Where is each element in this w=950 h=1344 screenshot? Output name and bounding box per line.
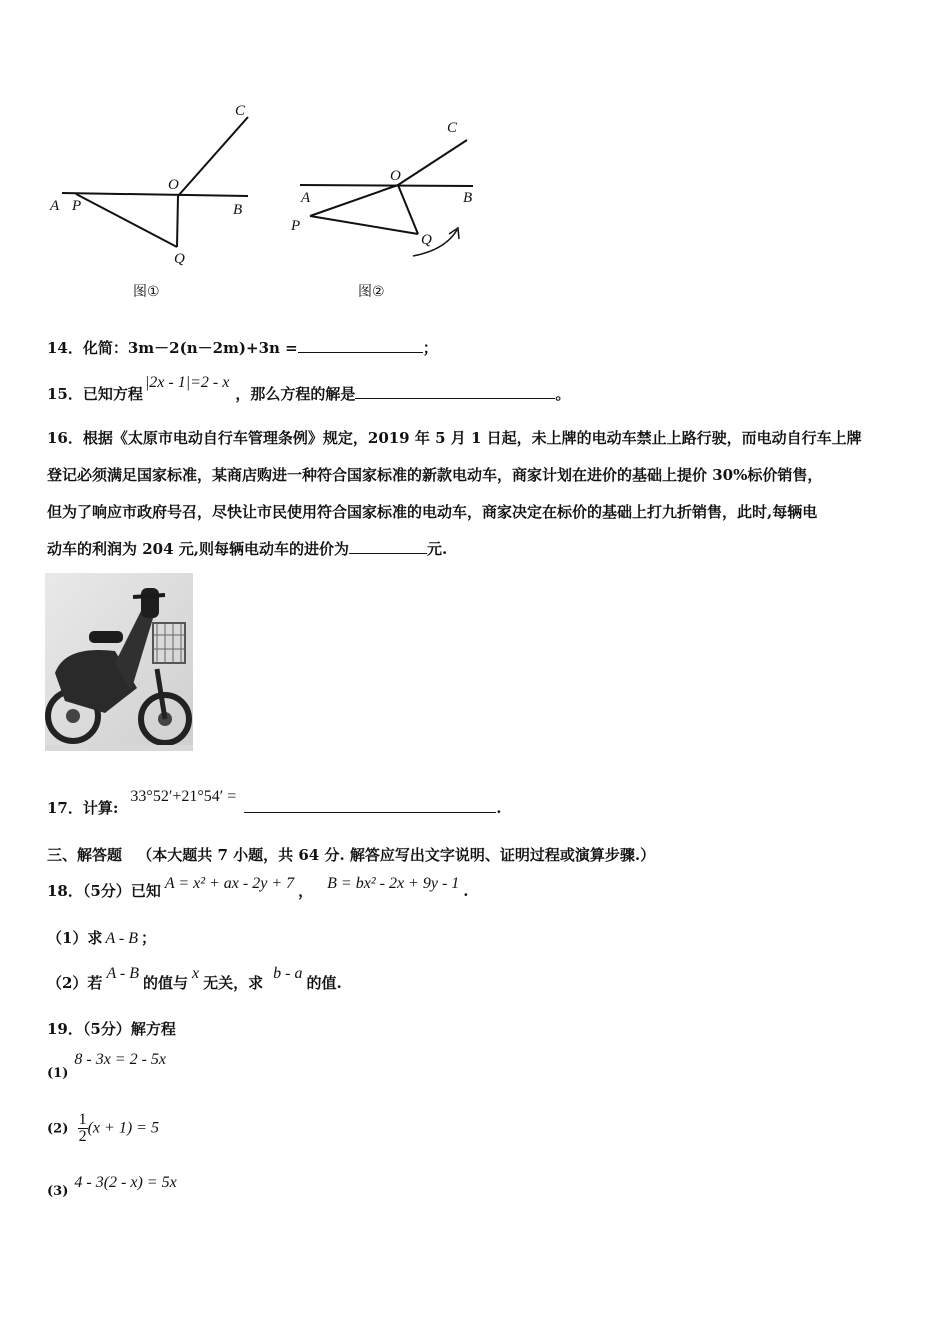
item-label: (3) xyxy=(47,1184,69,1199)
question-line: 16．根据《太原市电动自行车管理条例》规定，2019 年 5 月 1 日起，未上牌的电动车禁止上路行驶，而电动自行车上牌 xyxy=(47,429,862,447)
question-end: . xyxy=(496,799,502,817)
question-19 xyxy=(47,1018,176,1039)
equation-item-2 xyxy=(47,1112,159,1145)
label-c: C xyxy=(235,103,246,119)
fraction-numerator: 1 xyxy=(78,1111,87,1128)
part-text: 无关，求 xyxy=(203,974,264,992)
fraction xyxy=(78,1112,88,1145)
segment-oq xyxy=(177,196,178,247)
question-number: 18． xyxy=(47,882,83,900)
label-o: O xyxy=(168,177,179,193)
question-15 xyxy=(47,374,571,404)
question-18 xyxy=(47,875,469,901)
question-14 xyxy=(47,337,438,358)
equation: |2x - 1|=2 - x xyxy=(144,374,230,391)
equation: 4 - 3(2 - x) = 5x xyxy=(74,1174,177,1191)
label-q: Q xyxy=(421,232,432,248)
question-18-part-1 xyxy=(47,927,156,948)
question-18-part-2 xyxy=(47,965,342,993)
geometry-figure-2 xyxy=(285,110,485,265)
answer-blank[interactable] xyxy=(298,338,423,353)
question-prefix: 已知 xyxy=(130,882,161,900)
question-number: 17． xyxy=(47,799,83,817)
ray-oc xyxy=(398,140,467,185)
item-label: (1) xyxy=(47,1066,69,1081)
question-17 xyxy=(47,788,502,818)
label-b: B xyxy=(233,202,243,218)
electric-bike-photo xyxy=(45,573,193,751)
part-label: （1）求 xyxy=(47,929,103,947)
question-prefix: 计算: xyxy=(82,799,119,817)
formula-b: B = bx² - 2x + 9y - 1 xyxy=(327,875,460,892)
question-number: 15． xyxy=(47,385,83,403)
formula: A - B xyxy=(105,930,139,947)
question-prefix: 已知方程 xyxy=(82,385,143,403)
question-score: （5分） xyxy=(82,1020,131,1038)
formula-a: A = x² + ax - 2y + 7 xyxy=(164,875,295,892)
answer-blank[interactable] xyxy=(244,798,496,813)
segment-pq xyxy=(310,216,418,234)
question-title: 解方程 xyxy=(130,1020,176,1038)
label-b: B xyxy=(463,190,473,206)
answer-blank[interactable] xyxy=(349,539,427,554)
label-c: C xyxy=(447,120,458,136)
equation-item-1 xyxy=(47,1051,167,1082)
question-16 xyxy=(47,420,862,568)
label-a: A xyxy=(301,190,311,206)
part-end: 的值. xyxy=(306,974,342,992)
equation: 8 - 3x = 2 - 5x xyxy=(74,1051,167,1068)
section-3-heading xyxy=(47,844,655,865)
question-mid: ，那么方程的解是 xyxy=(235,385,356,403)
question-end: . xyxy=(463,882,469,900)
question-number: 14． xyxy=(47,339,83,357)
separator: ， xyxy=(298,882,314,900)
question-score: （5分） xyxy=(82,882,131,900)
question-end: 。 xyxy=(555,385,571,403)
equation: (x + 1) = 5 xyxy=(87,1119,159,1137)
ray-oc xyxy=(178,117,248,196)
label-a: A xyxy=(50,198,60,214)
question-text: 化简：3m－2(n－2m)+3n = xyxy=(82,339,298,357)
part-text: 的值与 xyxy=(143,974,189,992)
question-end: ； xyxy=(422,339,438,357)
formula: b - a xyxy=(273,965,303,982)
part-label: （2）若 xyxy=(47,974,103,992)
question-number: 19． xyxy=(47,1020,83,1038)
label-p: P xyxy=(72,198,82,214)
segment-oq xyxy=(398,185,418,234)
fraction-denominator: 2 xyxy=(78,1128,87,1145)
question-line: 但为了响应市政府号召，尽快让市民使用符合国家标准的电动车，商家决定在标价的基础上打九折销售，此时,每辆电 xyxy=(47,503,818,521)
label-p: P xyxy=(291,218,301,234)
question-line: 登记必须满足国家标准，某商店购进一种符合国家标准的新款电动车，商家计划在进价的基础上提价 30%标价销售， xyxy=(47,466,823,484)
figure-1-caption: 图① xyxy=(133,284,160,300)
segment-pq xyxy=(76,194,177,247)
question-line: 动车的利润为 204 元,则每辆电动车的进价为 元. xyxy=(47,540,448,558)
equation: 33°52′+21°54′ = xyxy=(130,788,237,805)
label-q: Q xyxy=(174,251,185,267)
answer-blank[interactable] xyxy=(355,384,555,399)
part-end: ； xyxy=(141,929,157,947)
variable: x xyxy=(192,965,200,982)
line-ab xyxy=(62,193,248,196)
segment-po xyxy=(310,185,398,216)
formula: A - B xyxy=(106,965,140,982)
equation-item-3 xyxy=(47,1174,177,1200)
figure-2-caption: 图② xyxy=(358,284,385,300)
label-o: O xyxy=(390,168,401,184)
section-note: （本大题共 7 小题，共 64 分. 解答应写出文字说明、证明过程或演算步骤.） xyxy=(137,846,656,864)
section-title: 三、解答题 xyxy=(47,846,123,864)
item-label: (2) xyxy=(47,1121,69,1137)
line-ab xyxy=(300,185,473,186)
geometry-figure-1 xyxy=(40,95,270,270)
